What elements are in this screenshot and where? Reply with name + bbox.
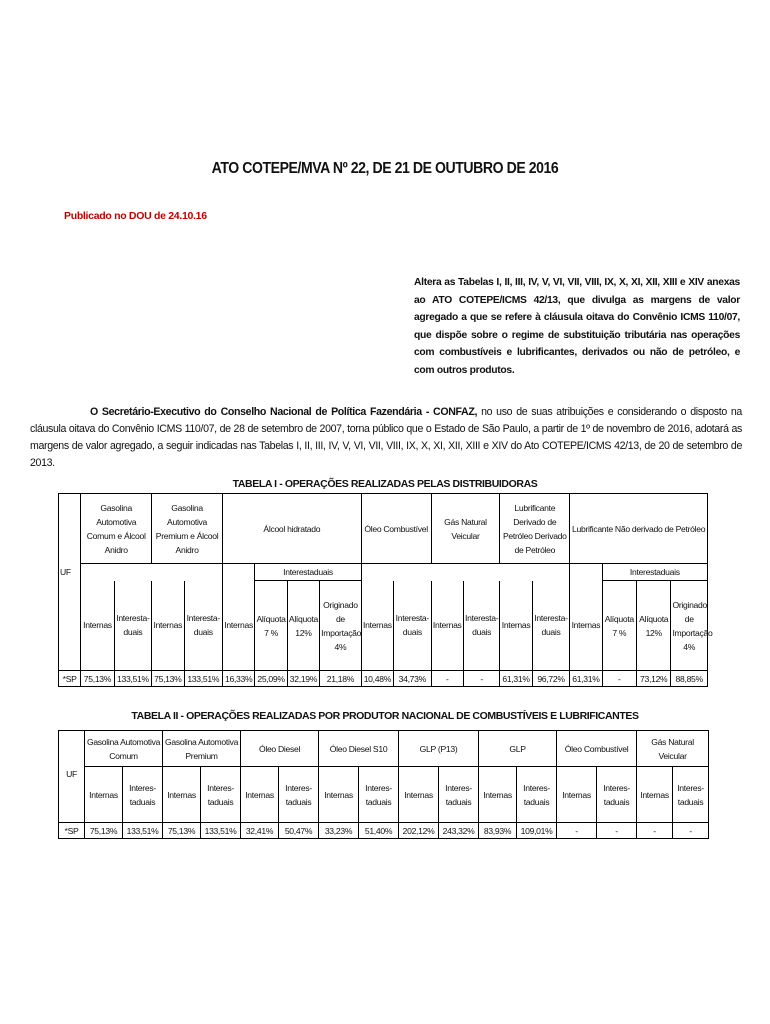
table1-sub-interestaduais: Interesta-duais <box>184 581 222 671</box>
document-title: ATO COTEPE/MVA Nº 22, DE 21 DE OUTUBRO DE 2016 <box>211 160 559 177</box>
table2-head-gas-natural: Gás Natural Veicular <box>637 731 709 767</box>
table2-head-gasolina-premium: Gasolina Automotiva Premium <box>163 731 241 767</box>
table-cell: 96,72% <box>532 671 569 687</box>
table-cell: 32,41% <box>241 823 279 839</box>
table1-head-lub-nao: Lubrificante Não derivado de Petróleo <box>570 494 708 564</box>
table-cell: 33,23% <box>319 823 359 839</box>
table1-uf-bottom-blank <box>59 581 81 671</box>
table1-sub-orig-importacao: Originado de Importação 4% <box>320 581 362 671</box>
ementa-paragraph: Altera as Tabelas I, II, III, IV, V, VI, VII, VIII, IX, X, XI, XII, XIII e XIV anexas ao ATO COTEPE/ICMS 42/13, que divulga as margens de valor agregado a que se refere à cláusula oitava do Convênio ICMS 110/07, que dispõe sobre o regime de substituição tributária nas operações com combustíveis e lubrificantes, derivados ou não de petróleo, e com outros produtos. <box>414 277 740 376</box>
table-cell: 75,13% <box>163 823 201 839</box>
table1-lub-interestaduais: Interestaduais <box>602 564 707 581</box>
table1 <box>58 493 713 687</box>
table-cell: 32,19% <box>287 671 319 687</box>
table-cell: 83,93% <box>479 823 517 839</box>
table1-blank <box>81 564 223 581</box>
table1-sub-internas: Internas <box>152 581 184 671</box>
table-cell: - <box>597 823 637 839</box>
table1-sub-aliq12: Alíquota 12% <box>287 581 319 671</box>
table1-blank <box>361 564 570 581</box>
table1-sub-interestaduais: Interesta-duais <box>532 581 569 671</box>
table1-head-gasolina-comum: Gasolina Automotiva Comum e Álcool Anidro <box>81 494 152 564</box>
table2-sub-interestaduais: Interes-taduais <box>597 767 637 823</box>
table-cell: 16,33% <box>222 671 254 687</box>
table2-sub-internas: Internas <box>163 767 201 823</box>
table-cell: 21,18% <box>320 671 362 687</box>
table1-head-lub-derivado: Lubrificante Derivado de Petróleo Derivado de Petróleo <box>500 494 570 564</box>
intro-text: no uso de suas atribuições e considerando o disposto na cláusula oitava do Convênio ICMS 110/07, de 28 de setembro de 2007, torna público que o Estado de São Paulo, a partir de 1º de novembro de 2016, adotará as margens de valor agregado, a seguir indicadas nas Tabelas I, II, III, IV, V, VI, VII, VIII, IX, X, XI, XII, XIII e XIV do Ato COTEPE/ICMS 42/13, de 20 de setembro de 2013. <box>30 406 742 469</box>
table2-head-glp-p13: GLP (P13) <box>399 731 479 767</box>
table1-blank <box>570 564 602 581</box>
table1-head-gas: Gás Natural Veicular <box>431 494 500 564</box>
table-cell: 133,51% <box>184 671 222 687</box>
table1-uf-top-blank <box>59 494 81 564</box>
table-cell: 88,85% <box>671 671 708 687</box>
table-cell: 75,13% <box>81 671 114 687</box>
table2-sub-interestaduais: Interes-taduais <box>279 767 319 823</box>
table-cell: 133,51% <box>201 823 241 839</box>
table-cell: - <box>431 671 463 687</box>
table1-sub-orig-importacao: Originado de Importação 4% <box>671 581 708 671</box>
table2-sub-internas: Internas <box>637 767 673 823</box>
table-cell: 202,12% <box>399 823 439 839</box>
table1-sub-internas: Internas <box>570 581 602 671</box>
table2-uf-label: UF <box>59 767 85 823</box>
table2-head-oleo-diesel: Óleo Diesel <box>241 731 319 767</box>
table2-sub-internas: Internas <box>241 767 279 823</box>
table-cell: - <box>557 823 597 839</box>
table-cell: 133,51% <box>123 823 163 839</box>
intro-paragraph <box>30 404 742 472</box>
table1-blank <box>222 564 254 581</box>
table2-sub-internas: Internas <box>479 767 517 823</box>
table1-sub-internas: Internas <box>361 581 393 671</box>
table-cell: 75,13% <box>152 671 184 687</box>
table1-sub-internas: Internas <box>81 581 114 671</box>
table1-head-oleo: Óleo Combustível <box>361 494 431 564</box>
table-cell: 243,32% <box>439 823 479 839</box>
table2-sub-internas: Internas <box>399 767 439 823</box>
table2-sub-interestaduais: Interes-taduais <box>201 767 241 823</box>
table-cell: - <box>602 671 636 687</box>
table-cell: 61,31% <box>570 671 602 687</box>
table-cell: 73,12% <box>637 671 671 687</box>
table2-head-oleo-diesel-s10: Óleo Diesel S10 <box>319 731 399 767</box>
table2-head-glp: GLP <box>479 731 557 767</box>
table-row <box>59 671 708 687</box>
table1-sub-interestaduais: Interesta-duais <box>394 581 431 671</box>
table-cell: 61,31% <box>500 671 532 687</box>
table1-sub-aliq7: Alíquota 7 % <box>602 581 636 671</box>
table2-sub-internas: Internas <box>319 767 359 823</box>
table2-sub-internas: Internas <box>557 767 597 823</box>
table2-head-oleo-combustivel: Óleo Combustível <box>557 731 637 767</box>
table1-caption: TABELA I - OPERAÇÕES REALIZADAS PELAS DISTRIBUIDORAS <box>232 478 538 490</box>
table-cell: 109,01% <box>517 823 557 839</box>
table2-sub-internas: Internas <box>85 767 123 823</box>
table2-caption: TABELA II - OPERAÇÕES REALIZADAS POR PRODUTOR NACIONAL DE COMBUSTÍVEIS E LUBRIFICANTES <box>131 710 639 722</box>
table2-sub-interestaduais: Interes-taduais <box>517 767 557 823</box>
publication-note: Publicado no DOU de 24.10.16 <box>64 210 207 222</box>
table-row <box>59 823 709 839</box>
table-cell: 34,73% <box>394 671 431 687</box>
table2-head-gasolina-comum: Gasolina Automotiva Comum <box>85 731 163 767</box>
table-cell: 25,09% <box>255 671 287 687</box>
table-cell: 50,47% <box>279 823 319 839</box>
table1-sub-aliq12: Alíquota 12% <box>637 581 671 671</box>
intro-bold-text: O Secretário-Executivo do Conselho Nacional de Política Fazendária - CONFAZ, <box>90 406 478 418</box>
table-cell: 51,40% <box>359 823 399 839</box>
table1-row-uf: *SP <box>59 671 81 687</box>
table-cell: 133,51% <box>114 671 151 687</box>
table1-head-alcool: Álcool hidratado <box>222 494 361 564</box>
table-cell: - <box>673 823 709 839</box>
table2-sub-interestaduais: Interes-taduais <box>123 767 163 823</box>
table1-sub-internas: Internas <box>500 581 532 671</box>
table1-sub-aliq7: Alíquota 7 % <box>255 581 287 671</box>
table2-uf-top-blank <box>59 731 85 767</box>
table2-sub-interestaduais: Interes-taduais <box>359 767 399 823</box>
table1-alcool-interestaduais: Interestaduais <box>255 564 361 581</box>
table1-sub-internas: Internas <box>431 581 463 671</box>
table1-sub-interestaduais: Interesta-duais <box>114 581 151 671</box>
table1-head-gasolina-premium: Gasolina Automotiva Premium e Álcool Anidro <box>152 494 223 564</box>
table-cell: 75,13% <box>85 823 123 839</box>
table1-sub-interestaduais: Interesta-duais <box>463 581 499 671</box>
table1-uf-label: UF <box>59 564 81 581</box>
table2-sub-interestaduais: Interes-taduais <box>439 767 479 823</box>
table1-sub-internas: Internas <box>222 581 254 671</box>
table-cell: - <box>637 823 673 839</box>
table2-row-uf: *SP <box>59 823 85 839</box>
table-cell: 10,48% <box>361 671 393 687</box>
table2-sub-interestaduais: Interes-taduais <box>673 767 709 823</box>
table-cell: - <box>463 671 499 687</box>
table2 <box>58 730 709 839</box>
